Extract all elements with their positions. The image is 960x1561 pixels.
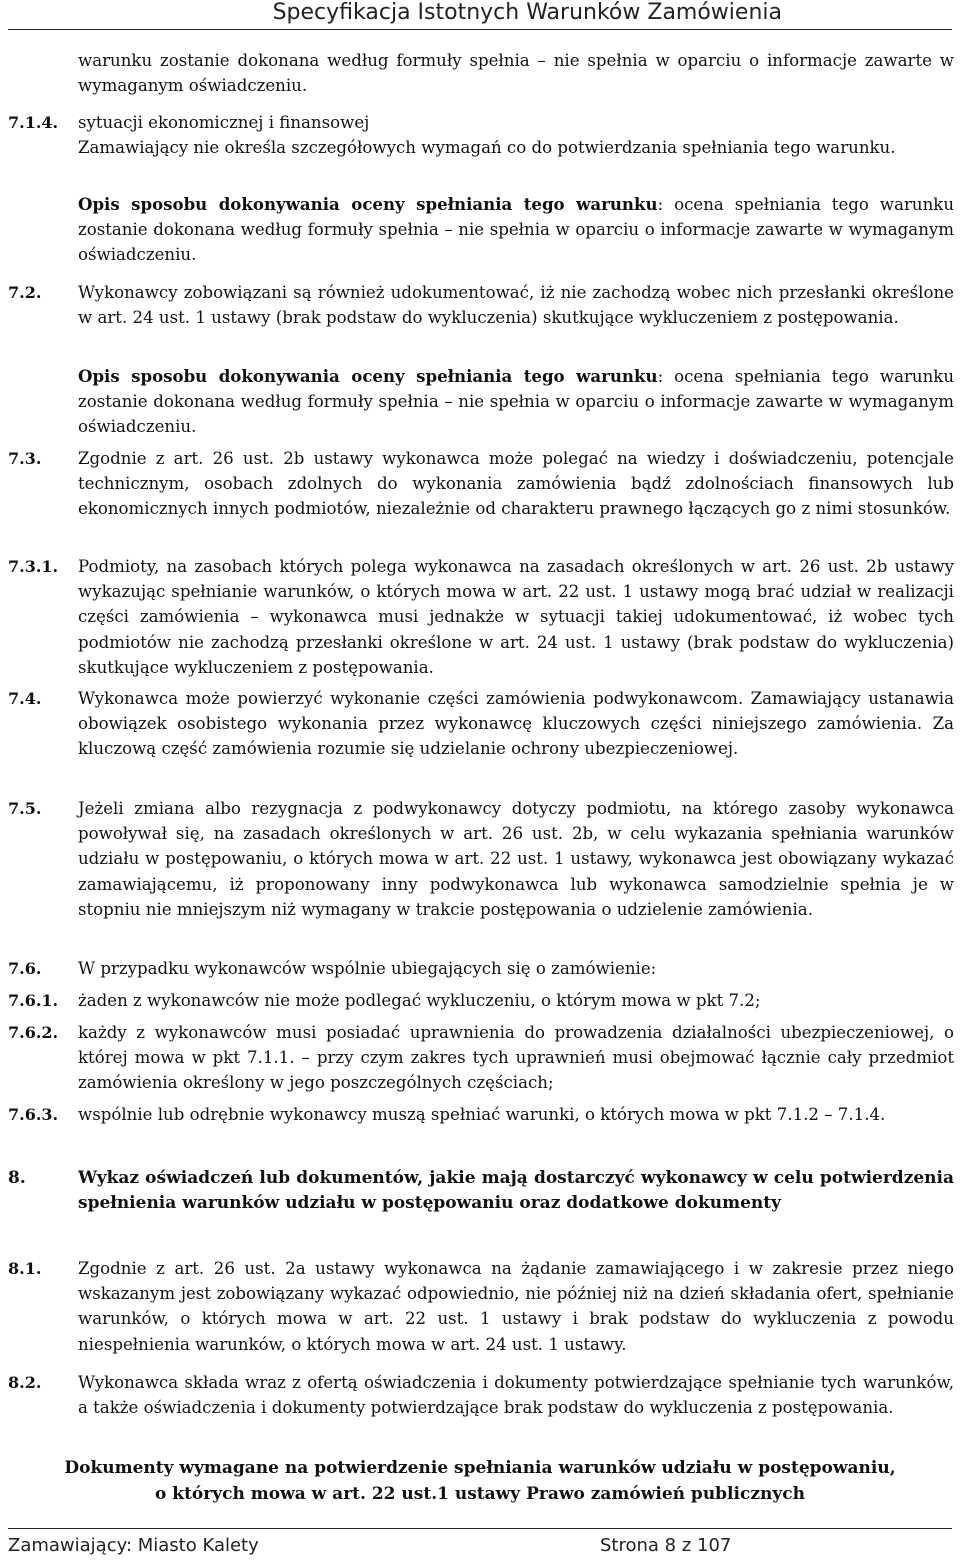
paragraph-text: żaden z wykonawców nie może podlegać wykluczeniu, o którym mowa w pkt 7.2; [78, 991, 761, 1010]
section-number: 7.5. [8, 799, 42, 818]
paragraph-text: Podmioty, na zasobach których polega wykonawca na zasadach określonych w art. 26 ust. 2b ustawy wykazując spełnianie warunków, o których mowa w art. 22 ust. 1 ustawy mogą brać udział w realizacji części zamówienia – wykonawca musi jednakże w sytuacji takiej udokumentować, iż wobec tych podmiotów nie zachodzą przesłanki określone w art. 24 ust. 1 ustawy (brak podstaw do wykluczenia) skutkujące wykluczeniem z postępowania. [78, 557, 954, 677]
section-number: 7.6.2. [8, 1023, 59, 1042]
paragraph-text: Zgodnie z art. 26 ust. 2a ustawy wykonawca na żądanie zamawiającego i w zakresie przez niego wskazanym jest zobowiązany wykazać odpowiednio, nie później niż na dzień składania ofert, spełnianie warunków, o których mowa w art. 22 ust. 1 ustawy i brak podstaw do wykluczenia z powodu niespełnienia warunków, o których mowa w art. 24 ust. 1 ustawy. [78, 1259, 954, 1354]
document-title: Specyfikacja Istotnych Warunków Zamówienia [272, 0, 782, 25]
section-number: 7.1.4. [8, 113, 59, 132]
paragraph-text: warunku zostanie dokonana według formuły spełnia – nie spełnia w oparciu o informacje zawarte w wymaganym oświadczeniu. [78, 51, 954, 96]
footer-contracting-authority: Zamawiający: Miasto Kalety [8, 1535, 259, 1556]
section-number: 7.4. [8, 689, 42, 708]
closing-heading-line-2: o których mowa w art. 22 ust.1 ustawy Prawo zamówień publicznych [155, 1484, 805, 1504]
bold-lead: Opis sposobu dokonywania oceny spełniania tego warunku [78, 194, 658, 214]
section-number: 8.1. [8, 1259, 42, 1278]
paragraph-text: : ocena spełniania tego warunku zostanie dokonana według formuły spełnia – nie spełnia w oparciu o informacje zawarte w wymaganym oświadczeniu. [78, 195, 955, 265]
section-text [78, 364, 954, 440]
section-number: 8.2. [8, 1373, 42, 1392]
paragraph-text: Wykonawca składa wraz z ofertą oświadczenia i dokumenty potwierdzające spełnianie tych warunków, a także oświadczenia i dokumenty potwierdzające brak podstaw do wykluczenia z postępowania. [78, 1373, 954, 1418]
bold-lead: Opis sposobu dokonywania oceny spełniania tego warunku [78, 366, 658, 386]
paragraph-text: Wykonawca może powierzyć wykonanie części zamówienia podwykonawcom. Zamawiający ustanawia obowiązek osobistego wykonania przez wykonawcę kluczowych części niniejszego zamówienia. Za kluczową część zamówienia rozumie się udzielanie ochrony ubezpieczeniowej. [78, 689, 954, 759]
section-number: 7.3. [8, 449, 42, 468]
paragraph-text: : ocena spełniania tego warunku zostanie dokonana według formuły spełnia – nie spełnia w oparciu o informacje zawarte w wymaganym oświadczeniu. [78, 367, 955, 437]
paragraph-text: W przypadku wykonawców wspólnie ubiegających się o zamówienie: [78, 959, 657, 978]
paragraph-text: Wykonawcy zobowiązani są również udokumentować, iż nie zachodzą wobec nich przesłanki określone w art. 24 ust. 1 ustawy (brak podstaw do wykluczenia) skutkujące wykluczeniem z postępowania. [78, 283, 954, 328]
section-number: 7.2. [8, 283, 42, 302]
paragraph-text: każdy z wykonawców musi posiadać uprawnienia do prowadzenia działalności ubezpieczeniowej, o której mowa w pkt 7.1.1. – przy czym zakres tych uprawnień musi obejmować łącznie cały przedmiot zamówienia określony w jego poszczególnych częściach; [78, 1023, 954, 1093]
footer-page-number: Strona 8 z 107 [600, 1535, 732, 1556]
paragraph-text: wspólnie lub odrębnie wykonawcy muszą spełniać warunki, o których mowa w pkt 7.1.2 – 7.1.4. [78, 1105, 886, 1124]
section-number: 7.6. [8, 959, 42, 978]
closing-heading-line-1: Dokumenty wymagane na potwierdzenie spełniania warunków udziału w postępowaniu, [64, 1458, 896, 1478]
page-header [8, 0, 952, 30]
section-number: 7.6.3. [8, 1105, 59, 1124]
section-number: 7.6.1. [8, 991, 59, 1010]
paragraph-text: Zgodnie z art. 26 ust. 2b ustawy wykonawca może polegać na wiedzy i doświadczeniu, potencjale technicznym, osobach zdolnych do wykonania zamówienia bądź zdolnościach finansowych lub ekonomicznych innych podmiotów, niezależnie od charakteru prawnego łączących go z nimi stosunków. [78, 449, 954, 519]
page-footer [8, 1528, 952, 1556]
paragraph-text: Jeżeli zmiana albo rezygnacja z podwykonawcy dotyczy podmiotu, na którego zasoby wykonawca powoływał się, na zasadach określonych w art. 26 ust. 2b, w celu wykazania spełniania warunków udziału w postępowaniu, o których mowa w art. 22 ust. 1 ustawy, wykonawca jest obowiązany wykazać zamawiającemu, iż proponowany inny podwykonawca lub wykonawca samodzielnie spełnia je w stopniu nie mniejszym niż wymagany w trakcie postępowania o udzielenie zamówienia. [78, 799, 954, 919]
section-number: 7.3.1. [8, 557, 59, 576]
section-text [78, 192, 954, 268]
section-number: 8. [8, 1168, 26, 1188]
section-heading: Wykaz oświadczeń lub dokumentów, jakie mają dostarczyć wykonawcy w celu potwierdzenia spełnienia warunków udziału w postępowaniu oraz dodatkowe dokumenty [78, 1168, 954, 1214]
paragraph-text: sytuacji ekonomicznej i finansowej Zamawiający nie określa szczegółowych wymagań co do potwierdzania spełniania tego warunku. [78, 113, 896, 158]
